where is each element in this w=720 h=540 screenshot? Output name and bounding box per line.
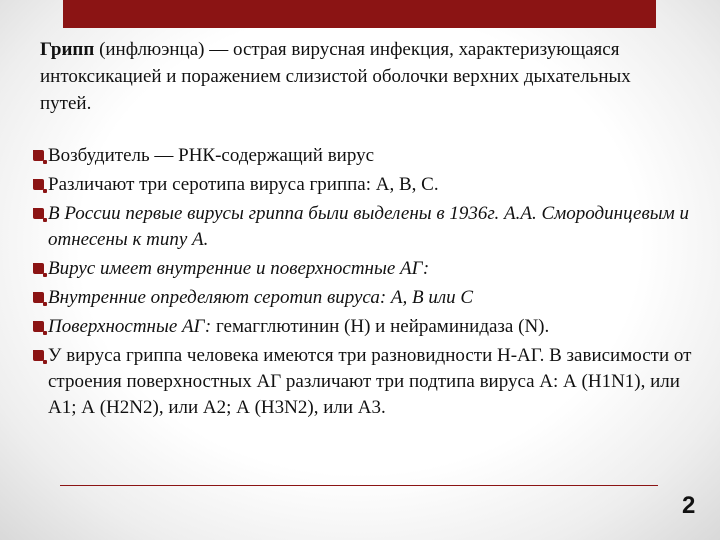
bullet-text: У вируса гриппа человека имеются три разновидности Н-АГ. В зависимости от строения поверхностных АГ различают три подтипа вируса А: А (Н1N1), или А1; А (Н2N2), или А2; А (Н3N2), или А3.: [48, 345, 692, 418]
bullet-icon: [33, 150, 44, 161]
bullet-text: гемагглютинин (Н) и нейраминидаза (N).: [211, 316, 550, 337]
intro-paragraph: [40, 36, 670, 117]
bullet-text: Возбудитель — РНК-содержащий вирус: [48, 145, 375, 166]
bullet-icon: [33, 292, 44, 303]
bullet-item: [33, 201, 693, 253]
bullet-icon: [33, 263, 44, 274]
bullet-item: [33, 143, 693, 169]
bullet-item: [33, 285, 693, 311]
bullet-item: [33, 256, 693, 282]
bullet-list: [33, 143, 693, 424]
bullet-icon: [33, 350, 44, 361]
bullet-text: Различают три серотипа вируса гриппа: А, В, С.: [48, 174, 439, 195]
intro-term: Грипп: [40, 39, 95, 60]
title-bar: [63, 0, 656, 28]
bullet-icon: [33, 208, 44, 219]
text-underline: [60, 485, 658, 486]
bullet-item: [33, 172, 693, 198]
bullet-icon: [33, 321, 44, 332]
page-number: 2: [682, 492, 696, 519]
bullet-text: В России первые вирусы гриппа были выделены в 1936г. А.А. Смородинцевым и отнесены к типу А.: [48, 203, 689, 250]
bullet-text-italic: Поверхностные АГ:: [48, 316, 212, 337]
bullet-icon: [33, 179, 44, 190]
bullet-text: Вирус имеет внутренние и поверхностные АГ:: [48, 258, 430, 279]
intro-definition: (инфлюэнца) — острая вирусная инфекция, характеризующаяся интоксикацией и поражением слизистой оболочки верхних дыхательных путей.: [40, 39, 631, 114]
bullet-item: [33, 343, 693, 421]
bullet-text: Внутренние определяют серотип вируса: А, В или С: [48, 287, 474, 308]
bullet-item: [33, 314, 693, 340]
